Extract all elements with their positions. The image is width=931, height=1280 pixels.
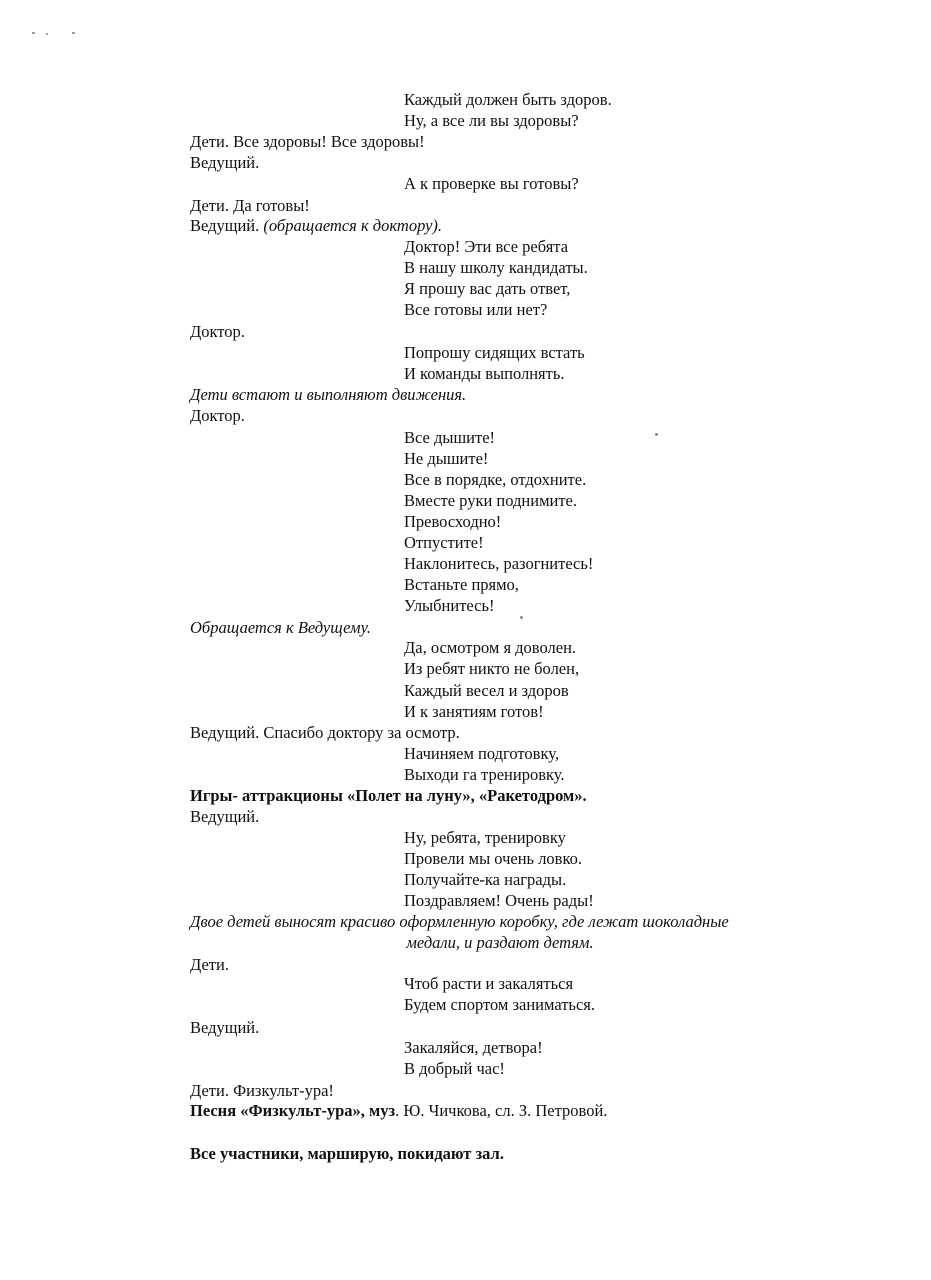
- speaker-line: Ведущий.: [190, 153, 260, 172]
- verse-line: Отпустите!: [404, 533, 484, 552]
- speaker-line: Доктор.: [190, 406, 245, 425]
- speaker-line: Дети.: [190, 955, 229, 974]
- stage-direction: Обращается к Ведущему.: [190, 618, 371, 637]
- verse-line: Выходи га тренировку.: [404, 765, 565, 784]
- verse-line: Встаньте прямо,: [404, 575, 519, 594]
- verse-line: В нашу школу кандидаты.: [404, 258, 588, 277]
- verse-line: Все готовы или нет?: [404, 300, 548, 319]
- verse-line: Каждый весел и здоров: [404, 681, 569, 700]
- verse-line: Ну, а все ли вы здоровы?: [404, 111, 579, 130]
- song-line: [190, 1100, 607, 1121]
- stage-direction: (обращается к доктору).: [263, 216, 443, 235]
- verse-line: Я прошу вас дать ответ,: [404, 279, 571, 298]
- scan-speck: [46, 33, 48, 35]
- scan-speck: [520, 616, 523, 619]
- verse-line: Каждый должен быть здоров.: [404, 90, 612, 109]
- verse-line: Ну, ребята, тренировку: [404, 828, 566, 847]
- verse-line: Будем спортом заниматься.: [404, 995, 595, 1014]
- verse-line: Улыбнитесь!: [404, 596, 495, 615]
- verse-line: И к занятиям готов!: [404, 702, 544, 721]
- verse-line: Вместе руки поднимите.: [404, 491, 578, 510]
- scan-speck: [32, 32, 35, 34]
- verse-line: Наклонитесь, разогнитесь!: [404, 554, 594, 573]
- speaker-line: Дети. Да готовы!: [190, 196, 310, 215]
- verse-line: Все дышите!: [404, 428, 496, 447]
- speaker-line: Ведущий.: [190, 807, 260, 826]
- verse-line: Получайте-ка награды.: [404, 870, 567, 889]
- speaker-name: Ведущий.: [190, 216, 264, 235]
- speaker-line: Ведущий.: [190, 1018, 260, 1037]
- song-credits: . Ю. Чичкова, сл. З. Петровой.: [395, 1101, 608, 1120]
- speaker-line: Дети. Физкульт-ура!: [190, 1081, 334, 1100]
- verse-line: Все в порядке, отдохните.: [404, 470, 587, 489]
- speaker-line: Ведущий. Спасибо доктору за осмотр.: [190, 723, 460, 742]
- verse-line: Закаляйся, детвора!: [404, 1038, 543, 1057]
- verse-line: Превосходно!: [404, 512, 502, 531]
- verse-line: Да, осмотром я доволен.: [404, 638, 577, 657]
- verse-line: И команды выполнять.: [404, 364, 565, 383]
- stage-direction: медали, и раздают детям.: [406, 933, 594, 952]
- section-heading: Игры- аттракционы «Полет на луну», «Ракетодром».: [190, 786, 587, 805]
- verse-line: Из ребят никто не болен,: [404, 659, 580, 678]
- stage-direction: Двое детей выносят красиво оформленную коробку, где лежат шоколадные: [190, 912, 729, 931]
- verse-line: Провели мы очень ловко.: [404, 849, 583, 868]
- speaker-line: Дети. Все здоровы! Все здоровы!: [190, 132, 425, 151]
- verse-line: Чтоб расти и закаляться: [404, 974, 574, 993]
- stage-direction: Дети встают и выполняют движения.: [190, 385, 467, 404]
- scan-speck: [655, 433, 658, 436]
- verse-line: Попрошу сидящих встать: [404, 343, 585, 362]
- verse-line: Доктор! Эти все ребята: [404, 237, 569, 256]
- closing-direction: Все участники, марширую, покидают зал.: [190, 1144, 504, 1163]
- song-title: Песня «Физкульт-ура», муз: [190, 1101, 396, 1120]
- verse-line: Начиняем подготовку,: [404, 744, 559, 763]
- verse-line: В добрый час!: [404, 1059, 505, 1078]
- speaker-line: Доктор.: [190, 322, 245, 341]
- verse-line: Не дышите!: [404, 449, 489, 468]
- verse-line: Поздравляем! Очень рады!: [404, 891, 594, 910]
- verse-line: А к проверке вы готовы?: [404, 174, 579, 193]
- scan-speck: [72, 32, 75, 34]
- speaker-line: [190, 215, 442, 236]
